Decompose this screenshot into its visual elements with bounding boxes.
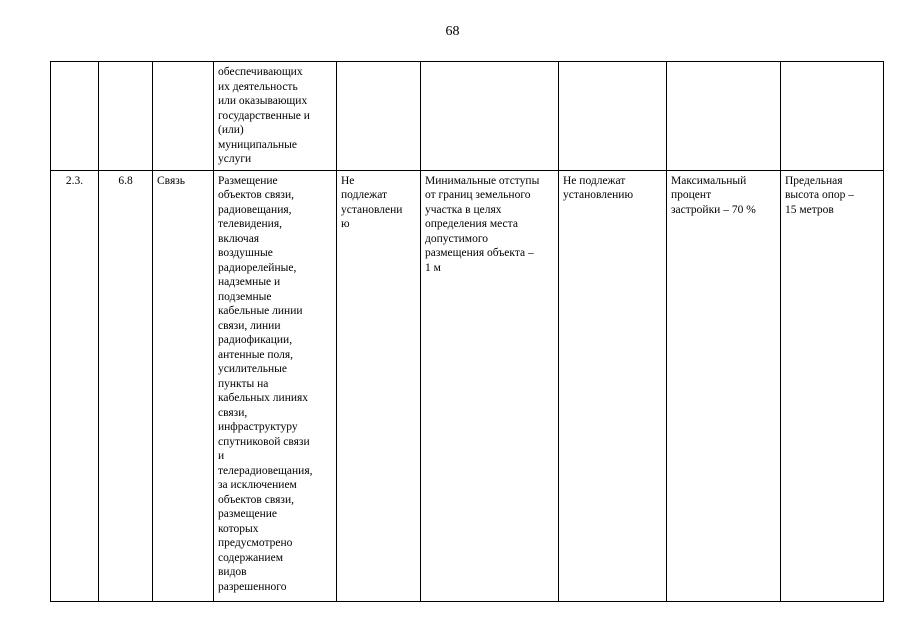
table-cell xyxy=(421,62,559,171)
plot-size-cell: Не подлежат установлени ю xyxy=(337,170,421,601)
table-cell xyxy=(153,62,214,171)
table-cell: обеспечивающих их деятельность или оказывающих государственные и (или) муниципальные услуги xyxy=(214,62,337,171)
table-cell xyxy=(781,62,884,171)
table-cell xyxy=(667,62,781,171)
floors-cell: Не подлежат установлению xyxy=(559,170,667,601)
zoning-table xyxy=(50,61,884,602)
coverage-cell: Максимальный процент застройки – 70 % xyxy=(667,170,781,601)
row-number-cell: 2.3. xyxy=(51,170,99,601)
table-cell xyxy=(51,62,99,171)
table-cell xyxy=(99,62,153,171)
page-number: 68 xyxy=(445,24,460,39)
table-cell xyxy=(559,62,667,171)
table-cell xyxy=(337,62,421,171)
code-cell: 6.8 xyxy=(99,170,153,601)
description-cell: Размещение объектов связи, радиовещания, телевидения, включая воздушные радиорелейные, надземные и подземные кабельные линии связи, линии радиофикации, антенные поля, усилительные пункты на кабельных линиях связи, инфраструктуру спутниковой связи и телерадиовещания, за исключением объектов связи, размещение которых предусмотрено содержанием видов разрешенного xyxy=(214,170,337,601)
height-cell: Предельная высота опор – 15 метров xyxy=(781,170,884,601)
table-row xyxy=(51,62,884,171)
land-use-name-cell: Связь xyxy=(153,170,214,601)
table-row xyxy=(51,170,884,601)
setback-cell: Минимальные отступы от границ земельного участка в целях определения места допустимого размещения объекта – 1 м xyxy=(421,170,559,601)
